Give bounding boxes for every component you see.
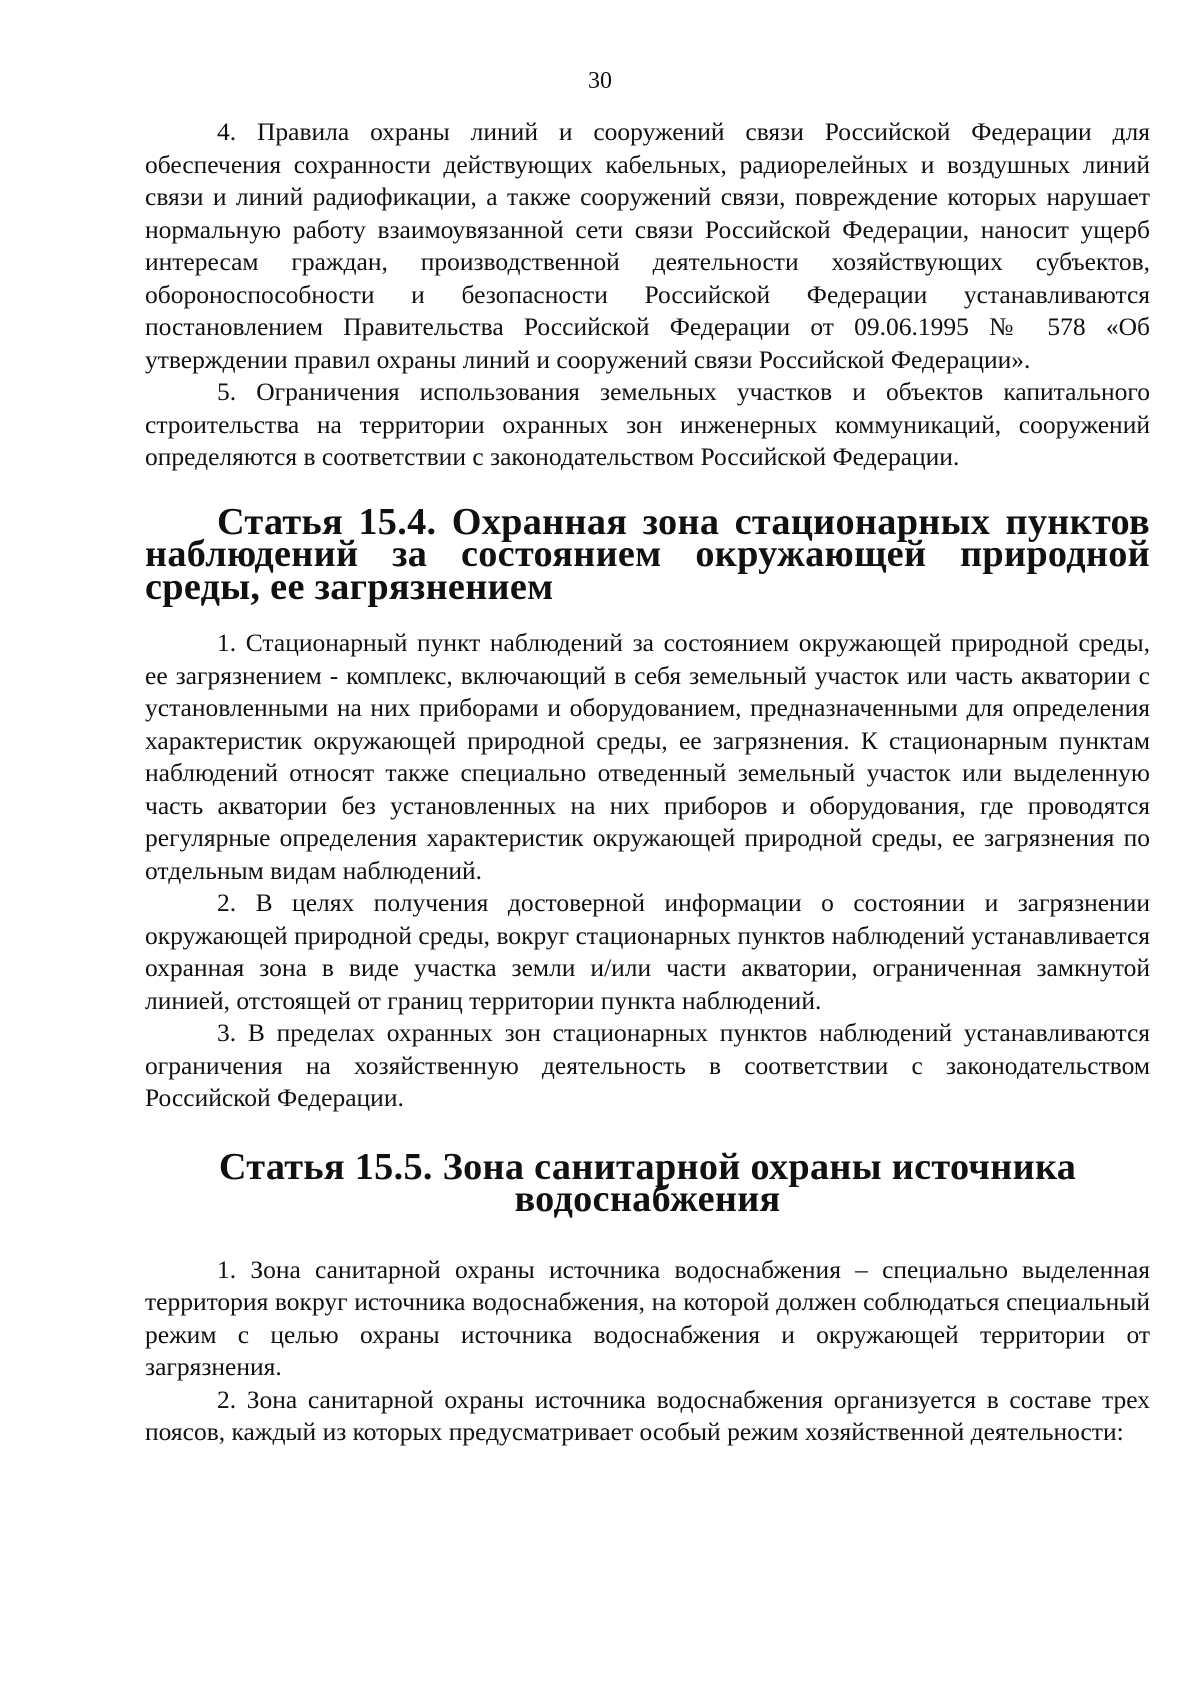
document-body: [145, 116, 1150, 1449]
article-15-5-heading: Статья 15.5. Зона санитарной охраны источника водоснабжения: [218, 1145, 1077, 1220]
paragraph-4: 4. Правила охраны линий и сооружений связи Российской Федерации для обеспечения сохранности действующих кабельных, радиорелейных и воздушных линий связи и линий радиофикации, а также сооружений связи, повреждение которых нарушает нормальную работу взаимоувязанной сети связи Российской Федерации, наносит ущерб интересам граждан, производственной деятельности хозяйствующих субъектов, обороноспособности и безопасности Российской Федерации устанавливаются постановлением Правительства Российской Федерации от 09.06.1995 № 578 «Об утверждении правил охраны линий и сооружений связи Российской Федерации».: [145, 117, 1150, 374]
article-15-5-paragraph-1: 1. Зона санитарной охраны источника водоснабжения – специально выделенная территория вокруг источника водоснабжения, на которой должен соблюдаться специальный режим с целью охраны источника водоснабжения и окружающей территории от загрязнения.: [145, 1254, 1150, 1381]
article-15-5-paragraph-2: 2. Зона санитарной охраны источника водоснабжения организуется в составе трех поясов, каждый из которых предусматривает особый режим хозяйственной деятельности:: [145, 1384, 1150, 1446]
article-15-4-heading: Статья 15.4. Охранная зона стационарных пунктов наблюдений за состоянием окружающей природной среды, ее загрязнением: [145, 500, 1150, 608]
article-15-5-body: [145, 1254, 1150, 1449]
page-number: 30: [588, 68, 612, 94]
article-15-4-paragraph-1: 1. Стационарный пункт наблюдений за состоянием окружающей природной среды, ее загрязнением - комплекс, включающий в себя земельный участок или часть акватории с установленными на них приборами и оборудованием, предназначенными для определения характеристик окружающей природной среды, ее загрязнения. К стационарным пунктам наблюдений относят также специально отведенный земельный участок или выделенную часть акватории без установленных на них приборов и оборудования, где проводятся регулярные определения характеристик окружающей природной среды, ее загрязнения по отдельным видам наблюдений.: [145, 628, 1150, 885]
paragraph-5: 5. Ограничения использования земельных участков и объектов капитального строительства на территории охранных зон инженерных коммуникаций, сооружений определяются в соответствии с законодательством Российской Федерации.: [145, 377, 1150, 471]
article-15-4-body: [145, 627, 1150, 1115]
article-15-4-paragraph-3: 3. В пределах охранных зон стационарных пунктов наблюдений устанавливаются ограничения на хозяйственную деятельность в соответствии с законодательством Российской Федерации.: [145, 1018, 1150, 1112]
article-15-4-paragraph-2: 2. В целях получения достоверной информации о состоянии и загрязнении окружающей природной среды, вокруг стационарных пунктов наблюдений устанавливается охранная зона в виде участка земли и/или части акватории, ограниченная замкнутой линией, отстоящей от границ территории пункта наблюдений.: [145, 888, 1150, 1015]
